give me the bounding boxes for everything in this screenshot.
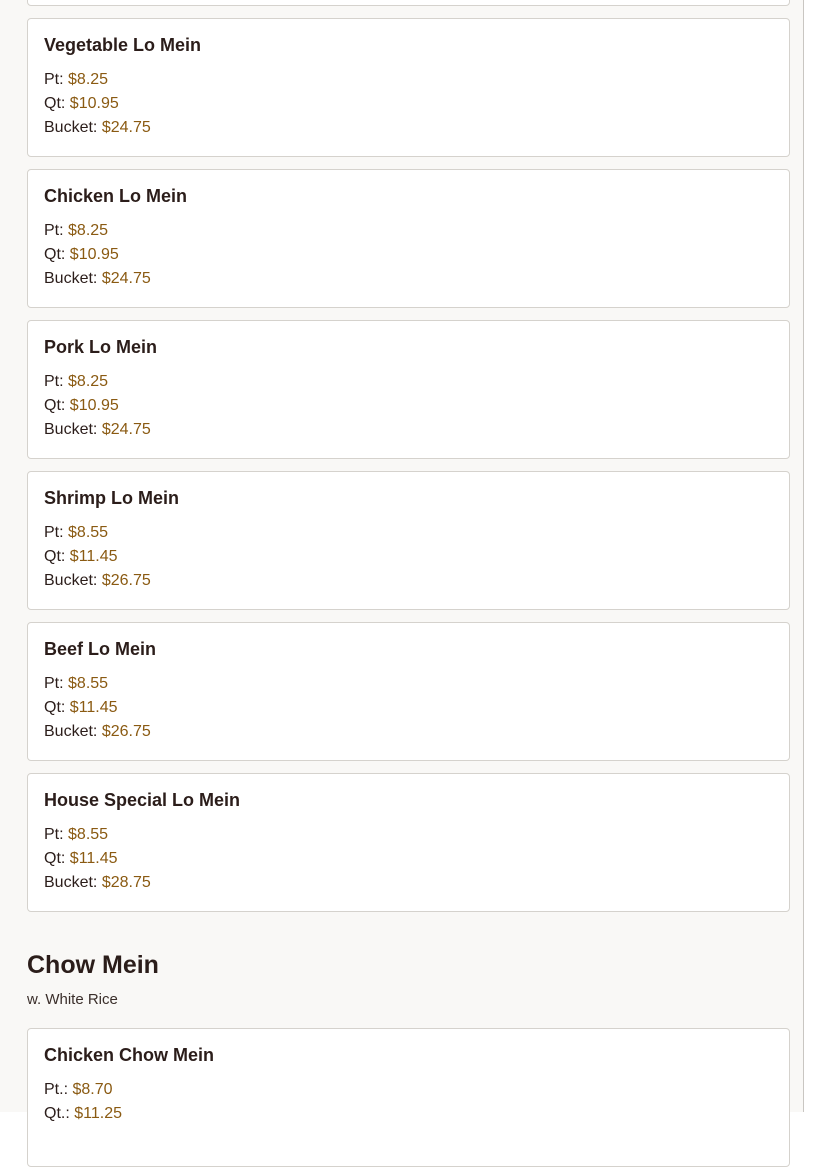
pint-label: Pt: [44,675,64,692]
menu-item-name: Beef Lo Mein [44,639,157,659]
pint-label: Pt: [44,826,64,843]
quart-label: Qt: [44,397,66,414]
bucket-price-line [44,874,151,892]
bucket-label: Bucket: [44,723,98,740]
menu-item-card[interactable] [27,169,790,308]
bucket-label: Bucket: [44,119,98,136]
quart-price: $11.45 [69,850,118,867]
menu-item-card[interactable] [27,622,790,761]
menu-item-card[interactable] [27,1028,790,1167]
menu-item-card[interactable] [27,320,790,459]
menu-item-card[interactable] [27,773,790,912]
bucket-label: Bucket: [44,572,98,589]
bucket-price-line [44,723,151,741]
pint-price-line [44,373,108,391]
pint-price: $8.25 [68,71,109,88]
pint-price-line [44,1081,113,1099]
bucket-price-line [44,270,151,288]
bucket-price: $28.75 [101,874,151,891]
quart-label: Qt: [44,548,66,565]
bucket-price: $24.75 [101,270,151,287]
bucket-price: $24.75 [101,421,151,438]
menu-item-name: Shrimp Lo Mein [44,488,179,508]
menu-item-name: Vegetable Lo Mein [44,35,202,55]
quart-price: $11.25 [74,1105,122,1122]
quart-price-line [44,548,118,566]
quart-price: $11.45 [69,548,118,565]
menu-item-name: House Special Lo Mein [44,790,241,810]
menu-item-name: Chicken Chow Mein [44,1045,215,1065]
quart-price-line [44,850,118,868]
quart-price-line [44,95,119,113]
menu-item-name: Pork Lo Mein [44,337,158,357]
pint-price-line [44,524,108,542]
section-subtitle: w. White Rice [27,991,118,1008]
quart-price: $10.95 [69,246,119,263]
quart-price: $10.95 [69,397,119,414]
quart-label: Qt.: [44,1105,70,1122]
pint-price: $8.25 [68,373,109,390]
quart-price-line [44,1105,122,1123]
pint-price: $8.55 [68,826,109,843]
bucket-label: Bucket: [44,874,98,891]
pint-price-line [44,71,108,89]
quart-price-line [44,397,119,415]
bucket-label: Bucket: [44,270,98,287]
quart-label: Qt: [44,246,66,263]
quart-price: $11.45 [69,699,118,716]
quart-label: Qt: [44,699,66,716]
pint-price-line [44,826,108,844]
pint-label: Pt: [44,71,64,88]
pint-label: Pt: [44,524,64,541]
menu-item-card[interactable] [27,471,790,610]
pint-price: $8.70 [72,1081,113,1098]
previous-menu-card [27,0,790,6]
quart-price-line [44,246,119,264]
bucket-price: $26.75 [101,723,151,740]
pint-label: Pt: [44,222,64,239]
pint-price: $8.55 [68,675,109,692]
quart-label: Qt: [44,95,66,112]
quart-label: Qt: [44,850,66,867]
bucket-price-line [44,119,151,137]
pint-price-line [44,675,108,693]
menu-item-name: Chicken Lo Mein [44,186,188,206]
section-title: Chow Mein [27,951,159,979]
bucket-label: Bucket: [44,421,98,438]
pint-price: $8.55 [68,524,109,541]
quart-price: $10.95 [69,95,119,112]
pint-label: Pt: [44,373,64,390]
bucket-price-line [44,421,151,439]
bucket-price-line [44,572,151,590]
menu-item-card[interactable] [27,18,790,157]
bucket-price: $24.75 [101,119,151,136]
pint-price: $8.25 [68,222,109,239]
bucket-price: $26.75 [101,572,151,589]
pint-label: Pt.: [44,1081,69,1098]
pint-price-line [44,222,108,240]
quart-price-line [44,699,118,717]
